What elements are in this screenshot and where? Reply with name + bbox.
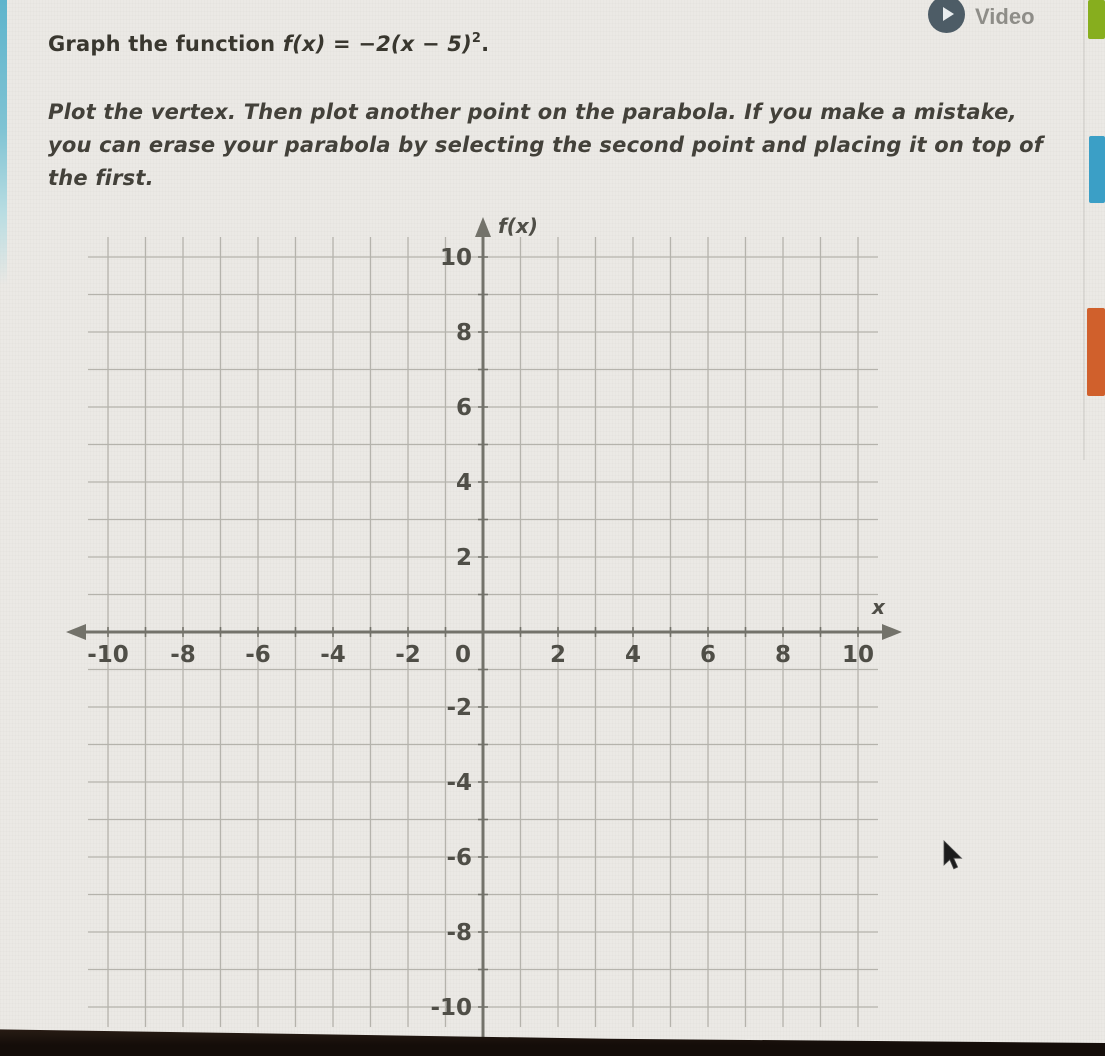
title-prefix: Graph the function: [48, 32, 276, 56]
y-tick-label: -6: [446, 845, 472, 871]
x-axis-title: x: [872, 595, 885, 619]
x-axis-right-arrow: [882, 624, 902, 640]
x-tick-label: 2: [549, 642, 567, 668]
y-tick-label: 2: [455, 545, 472, 571]
y-tick-label: -2: [446, 695, 472, 721]
instructions-line: you can erase your parabola by selecting the second point and placing it on top of: [48, 133, 1044, 157]
x-tick-label: 10: [841, 642, 875, 668]
x-tick-label: 4: [624, 642, 642, 668]
x-tick-label: -4: [320, 642, 346, 668]
y-tick-label: -8: [446, 920, 472, 946]
y-tick-label: -10: [430, 995, 472, 1021]
content-edge-divider: [1083, 0, 1085, 460]
y-tick-label: 4: [455, 470, 472, 496]
function-expression: f(x) = −2(x − 5): [282, 32, 472, 56]
x-tick-label: -2: [395, 642, 421, 668]
exponent: 2: [471, 31, 482, 46]
title-period: .: [481, 32, 490, 56]
x-tick-label: -8: [170, 642, 196, 668]
x-tick-label: 0: [454, 642, 472, 668]
mouse-cursor: [941, 840, 967, 872]
x-axis-left-arrow: [66, 624, 86, 640]
right-edge-blue-block: [1089, 136, 1105, 203]
y-tick-label: -4: [446, 770, 472, 796]
right-edge-orange-block: [1087, 308, 1105, 396]
instructions-line: Plot the vertex. Then plot another point on the parabola. If you make a mistake,: [48, 100, 1017, 124]
y-axis-title: f(x): [498, 214, 538, 238]
x-tick-label: -6: [245, 642, 271, 668]
y-tick-label: 10: [439, 245, 472, 271]
y-tick-label: 6: [455, 395, 472, 421]
x-tick-label: 8: [774, 642, 792, 668]
right-edge-green-block: [1088, 0, 1105, 39]
x-tick-label: -10: [87, 642, 129, 668]
x-tick-label: 6: [699, 642, 717, 668]
video-button-label: Video: [975, 4, 1035, 29]
y-tick-label: 8: [455, 320, 472, 346]
instructions-line: the first.: [48, 166, 154, 190]
y-axis-top-arrow: [475, 217, 491, 237]
